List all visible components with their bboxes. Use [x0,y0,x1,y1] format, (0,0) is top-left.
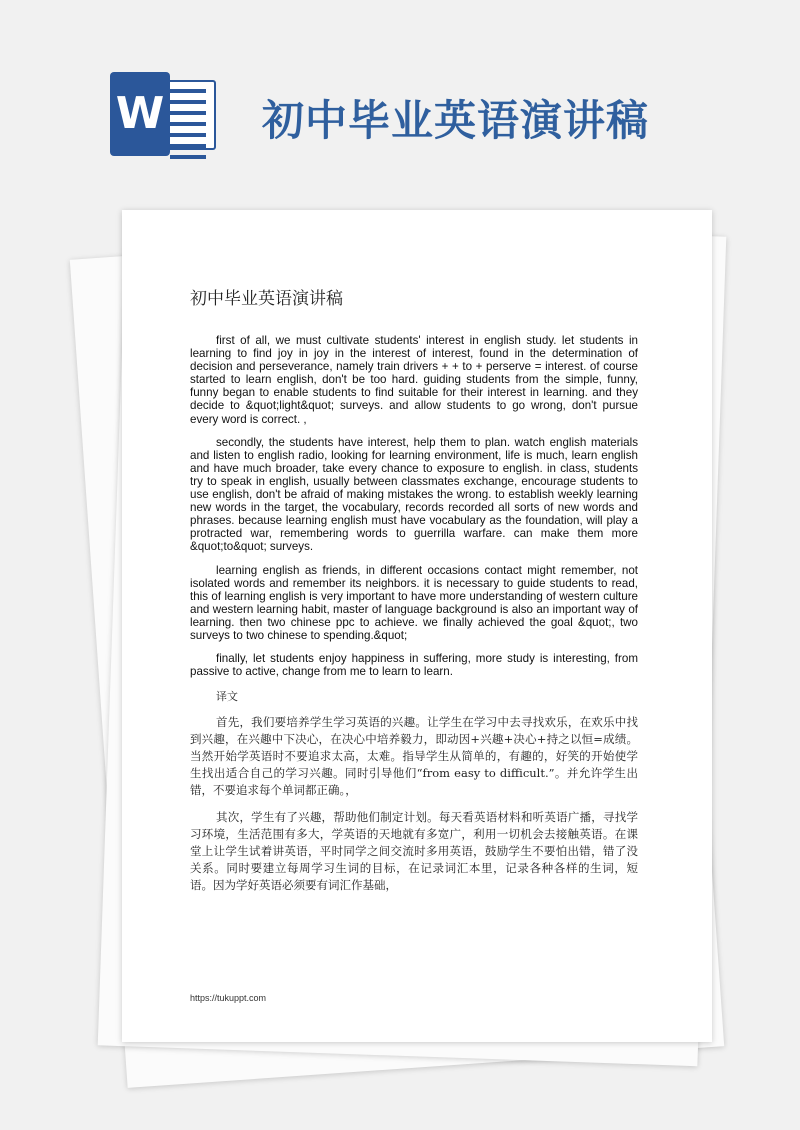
chinese-paragraph: 首先，我们要培养学生学习英语的兴趣。让学生在学习中去寻找欢乐，在欢乐中找到兴趣，在兴趣中下决心，在决心中培养毅力，即动因+兴趣+决心+持之以恒=成绩。当然开始学英语时不要追求太高，太难。指导学生从简单的，有趣的，好笑的开始使学生找出适合自己的学习兴趣。同时引导他们“from easy to difficult.”。并允许学生出错，不要追求每个单词都正确。， [190,715,638,798]
english-paragraph: secondly, the students have interest, help them to plan. watch english materials and listen to english radio, looking for learning environment, life is much, learn english and have much broader, take every chance to exposure to english. in class, students try to speak in english, usually between classmates exchange, encourage students to use english, don't be afraid of making mistakes the wrong. to establish weekly learning new words in the target, the vocabulary, records recorded all sorts of new words and phrases. because learning english must have vocabulary as the foundation, will play a protracted war, remembering words to guerrilla warfare. can make them more &quot;to&quot; surveys. [190,435,638,554]
translation-label: 译文 [216,690,238,704]
english-paragraph: first of all, we must cultivate students' interest in english study. let students in learning to find joy in joy in the interest of interest, found in the determination of decision and perseverance, namely train drivers + + to + perserve = interest. of course started to learn english, don't be too hard. guiding students from the simple, funny, funny began to enable students to find suitable for their interest in learning. and they decide to &quot;light&quot; surveys. and allow students to go wrong, don't pursue every word is correct. , [190,334,638,426]
document-body [190,334,638,904]
word-app-logo [110,72,218,156]
english-paragraph: finally, let students enjoy happiness in suffering, more study is interesting, from passive to active, change from me to learn to learn. [190,652,638,679]
chinese-paragraph: 其次，学生有了兴趣，帮助他们制定计划。每天看英语材料和听英语广播，寻找学习环境，生活范围有多大，学英语的天地就有多宽广，利用一切机会去接触英语。在课堂上让学生试着讲英语，平时同学之间交流时多用英语，鼓励学生不要怕出错，错了没关系。同时要建立每周学习生词的目标，在记录词汇本里，记录各种各样的生词，短语。因为学好英语必须要有词汇作基础， [190,810,638,893]
word-letter-icon: W [110,72,170,156]
header-title: 初中毕业英语演讲稿 [262,96,650,145]
document-title: 初中毕业英语演讲稿 [190,289,343,309]
document-page [122,210,712,1042]
footer-url: https://tukuppt.com [190,993,267,1003]
english-paragraph: learning english as friends, in different occasions contact might remember, not isolated words and remember its neighbors. it is necessary to guide students to read, this of learning english is very important to have more understanding of western culture and western learning habit, master of language background is also an important way of learning. then two chinese ppc to achieve. we finally achieved the goal &quot;, two surveys to two chinese to spending.&quot; [190,563,638,642]
